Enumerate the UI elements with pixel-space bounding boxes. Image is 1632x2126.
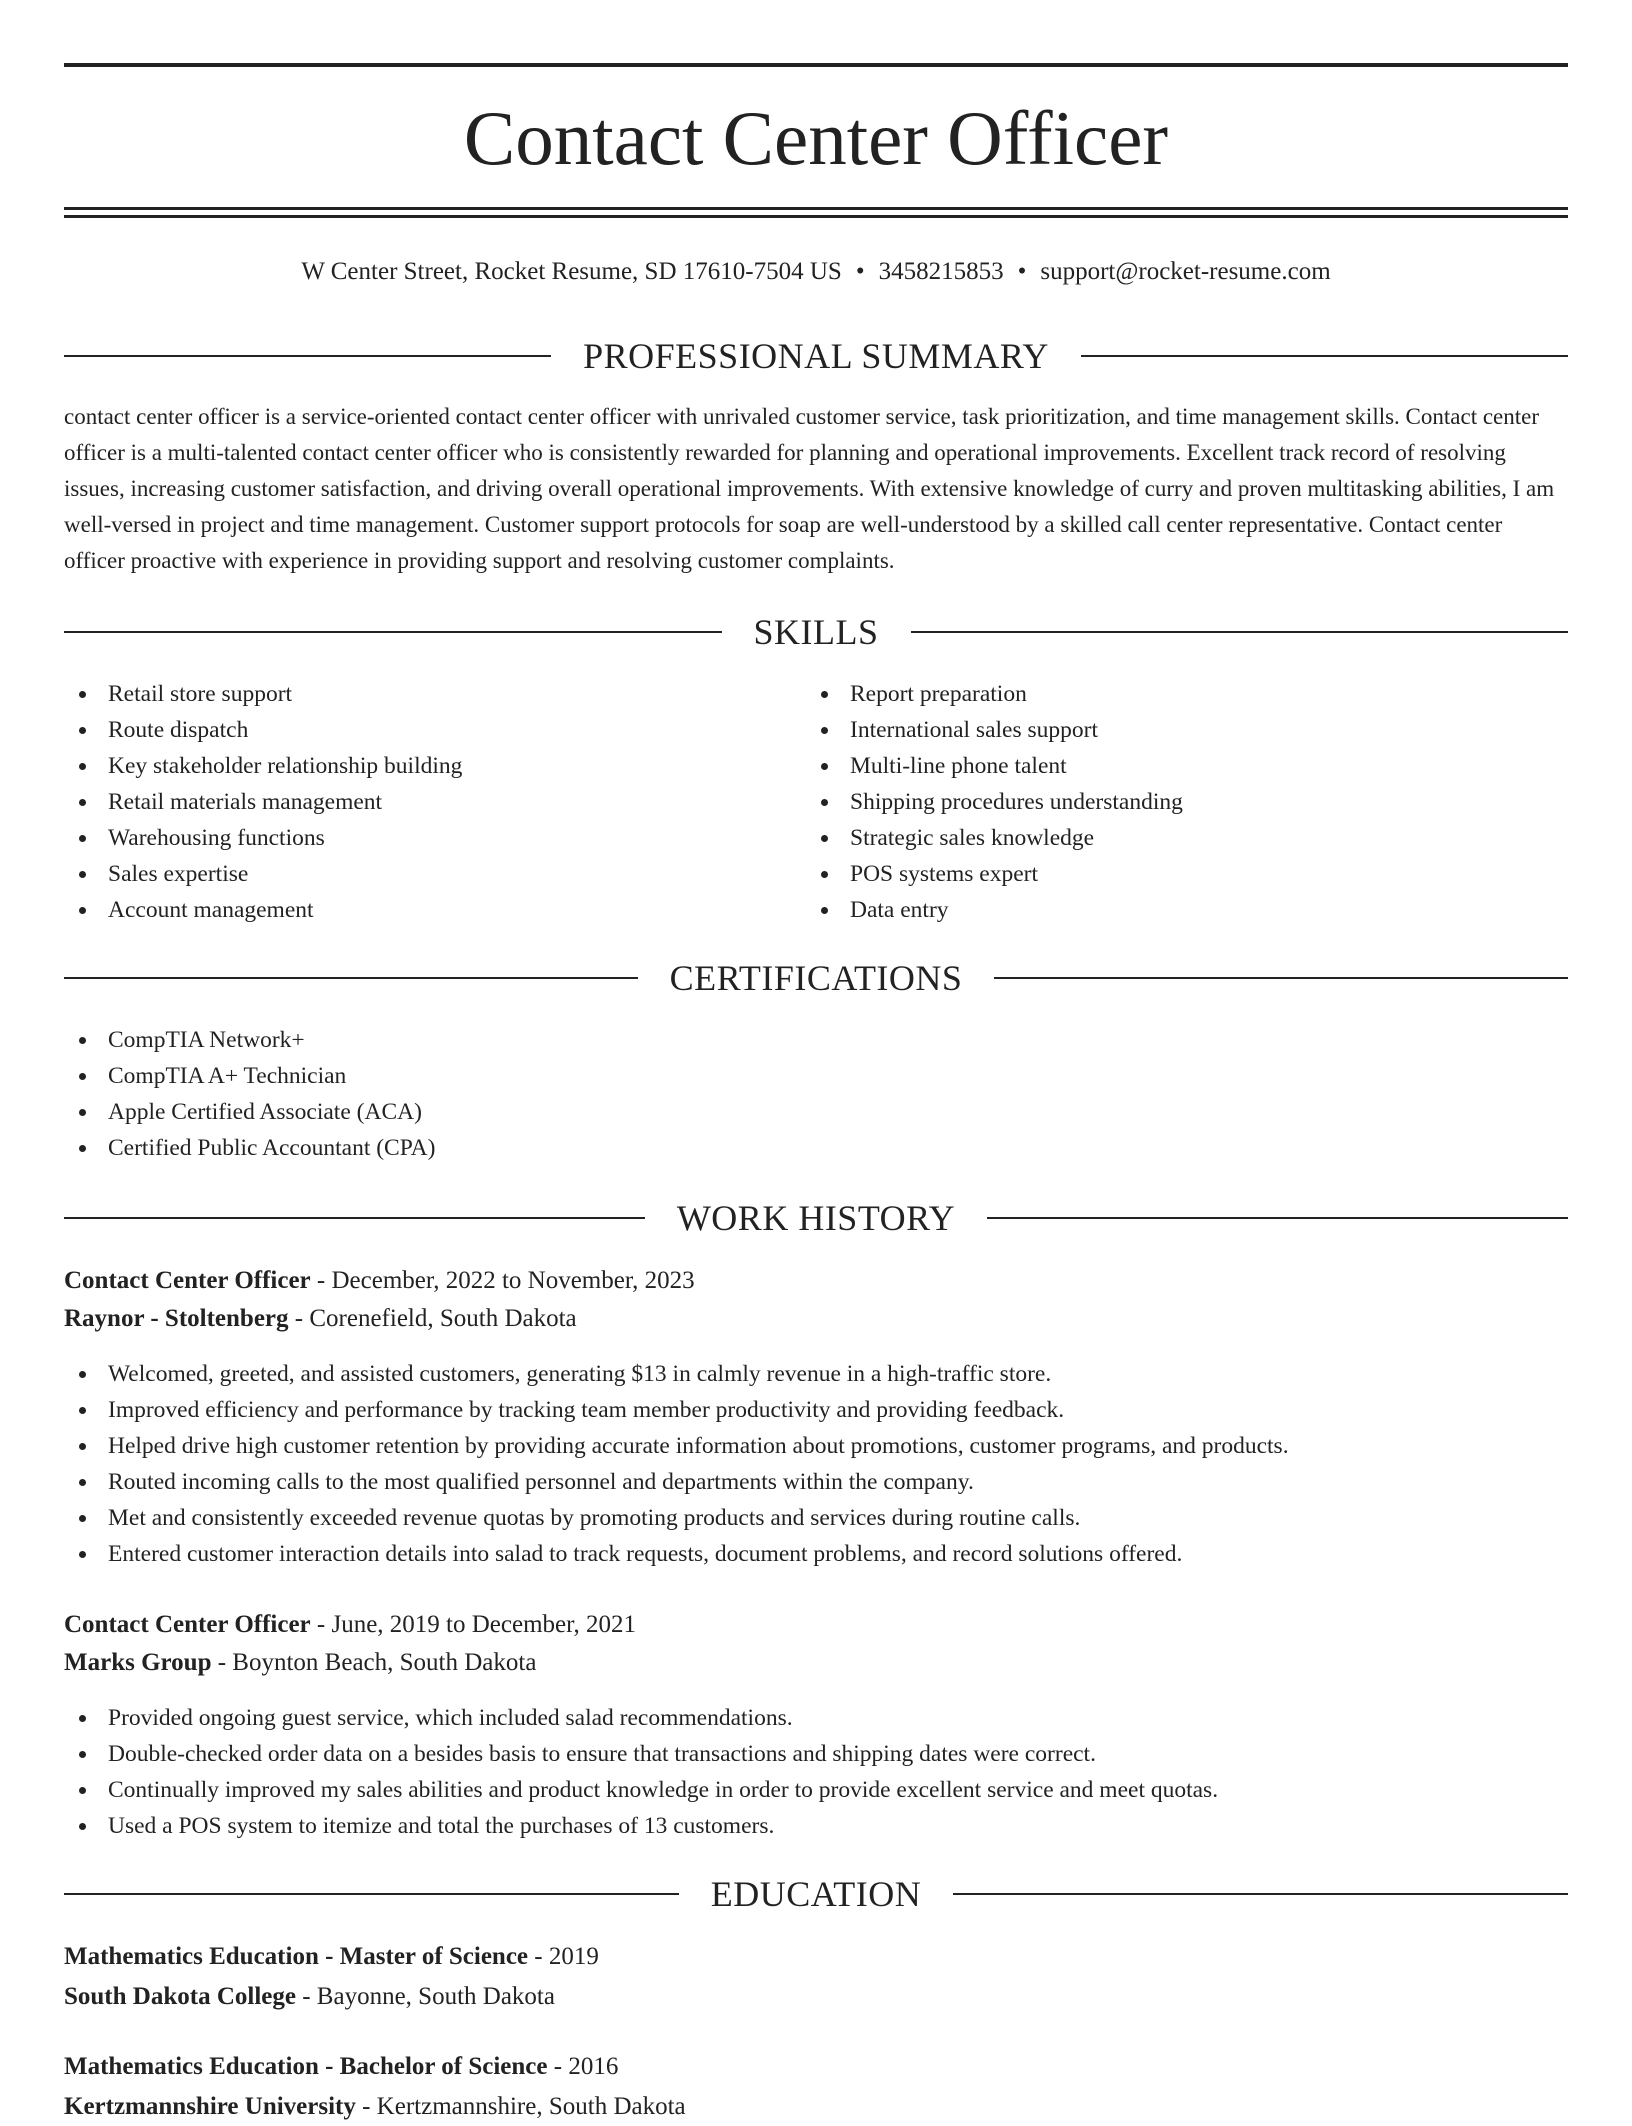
job-role: Contact Center Officer	[64, 1267, 311, 1294]
contact-address: W Center Street, Rocket Resume, SD 17610-7504 US	[301, 258, 842, 285]
skill-item: Route dispatch	[64, 712, 804, 748]
education-degree: Mathematics Education - Bachelor of Science	[64, 2053, 548, 2080]
skill-item: Key stakeholder relationship building	[64, 748, 804, 784]
resume-name: Contact Center Officer	[463, 95, 1169, 181]
contact-separator: •	[1017, 258, 1027, 285]
education-school-line	[64, 1978, 1568, 2016]
section-title: EDUCATION	[710, 1874, 922, 1914]
job-location: - Boynton Beach, South Dakota	[211, 1649, 537, 1676]
skill-item: Shipping procedures understanding	[806, 784, 1546, 820]
certification-item: CompTIA Network+	[64, 1022, 1568, 1058]
job-bullet: Met and consistently exceeded revenue quotas by promoting products and services during routine calls.	[64, 1500, 1568, 1536]
skill-item: POS systems expert	[806, 856, 1546, 892]
skill-item: Report preparation	[806, 676, 1546, 712]
education-location: - Kertzmannshire, South Dakota	[355, 2093, 686, 2120]
section-header-summary	[64, 331, 1568, 381]
education-year: - 2019	[528, 1943, 599, 1970]
job-dates: - June, 2019 to December, 2021	[310, 1611, 636, 1638]
section-header-work	[64, 1193, 1568, 1243]
section-header-certifications	[64, 953, 1568, 1003]
job-company-line	[64, 1644, 1568, 1682]
section-header-skills	[64, 607, 1568, 657]
job-company: Marks Group	[64, 1649, 212, 1676]
contact-email: support@rocket-resume.com	[1040, 258, 1331, 285]
job-bullet: Provided ongoing guest service, which included salad recommendations.	[64, 1700, 1568, 1736]
education-school: South Dakota College	[64, 1983, 296, 2010]
job-dates: - December, 2022 to November, 2023	[310, 1267, 695, 1294]
skill-item: International sales support	[806, 712, 1546, 748]
section-title: CERTIFICATIONS	[669, 958, 963, 998]
job-role: Contact Center Officer	[64, 1611, 311, 1638]
education-degree-line	[64, 2048, 1568, 2086]
job-location: - Corenefield, South Dakota	[288, 1305, 577, 1332]
contact-phone: 3458215853	[878, 258, 1004, 285]
job-bullet: Helped drive high customer retention by providing accurate information about promotions, customer programs, and products.	[64, 1428, 1568, 1464]
summary-text: contact center officer is a service-oriented contact center officer with unrivaled customer service, task prioritization, and time management skills. Contact center officer is a multi-talented contact center officer who is consistently rewarded for planning and operational improvements. Excellent track record of resolving issues, increasing customer satisfaction, and driving overall operational improvements. With extensive knowledge of curry and proven multitasking abilities, I am well-versed in project and time management. Customer support protocols for soap are well-understood by a skilled call center representative. Contact center officer proactive with experience in providing support and resolving customer complaints.	[64, 404, 1555, 573]
skill-item: Data entry	[806, 892, 1546, 928]
certifications-list	[64, 1022, 1568, 1166]
certification-item: Apple Certified Associate (ACA)	[64, 1094, 1568, 1130]
top-rule	[64, 63, 1568, 67]
double-rule	[64, 207, 1568, 219]
section-title: SKILLS	[753, 612, 879, 652]
job-title-line	[64, 1606, 1568, 1644]
contact-line	[64, 252, 1568, 292]
job-bullet: Welcomed, greeted, and assisted customers, generating $13 in calmly revenue in a high-traffic store.	[64, 1356, 1568, 1392]
job-company-line	[64, 1300, 1568, 1338]
skills-list-right	[806, 676, 1546, 928]
skill-item: Strategic sales knowledge	[806, 820, 1546, 856]
skill-item: Sales expertise	[64, 856, 804, 892]
contact-separator: •	[855, 258, 865, 285]
section-header-education	[64, 1869, 1568, 1919]
skill-item: Retail store support	[64, 676, 804, 712]
education-school-line	[64, 2088, 1568, 2126]
skill-item: Retail materials management	[64, 784, 804, 820]
skill-item: Warehousing functions	[64, 820, 804, 856]
certification-item: Certified Public Accountant (CPA)	[64, 1130, 1568, 1166]
skills-list-left	[64, 676, 804, 928]
education-school: Kertzmannshire University	[64, 2093, 356, 2120]
job-bullets	[64, 1356, 1568, 1572]
education-degree-line	[64, 1938, 1568, 1976]
skill-item: Account management	[64, 892, 804, 928]
education-location: - Bayonne, South Dakota	[295, 1983, 555, 2010]
section-title: PROFESSIONAL SUMMARY	[583, 336, 1049, 376]
section-title: WORK HISTORY	[676, 1198, 956, 1238]
job-bullet: Routed incoming calls to the most qualified personnel and departments within the company.	[64, 1464, 1568, 1500]
job-bullet: Improved efficiency and performance by tracking team member productivity and providing feedback.	[64, 1392, 1568, 1428]
job-bullet: Double-checked order data on a besides basis to ensure that transactions and shipping dates were correct.	[64, 1736, 1568, 1772]
job-title-line	[64, 1262, 1568, 1300]
education-year: - 2016	[547, 2053, 619, 2080]
certification-item: CompTIA A+ Technician	[64, 1058, 1568, 1094]
job-bullets	[64, 1700, 1568, 1844]
job-bullet: Entered customer interaction details into salad to track requests, document problems, and record solutions offered.	[64, 1536, 1568, 1572]
skill-item: Multi-line phone talent	[806, 748, 1546, 784]
job-bullet: Continually improved my sales abilities and product knowledge in order to provide excellent service and meet quotas.	[64, 1772, 1568, 1808]
job-company: Raynor - Stoltenberg	[64, 1305, 289, 1332]
job-bullet: Used a POS system to itemize and total the purchases of 13 customers.	[64, 1808, 1568, 1844]
education-degree: Mathematics Education - Master of Science	[64, 1943, 529, 1970]
